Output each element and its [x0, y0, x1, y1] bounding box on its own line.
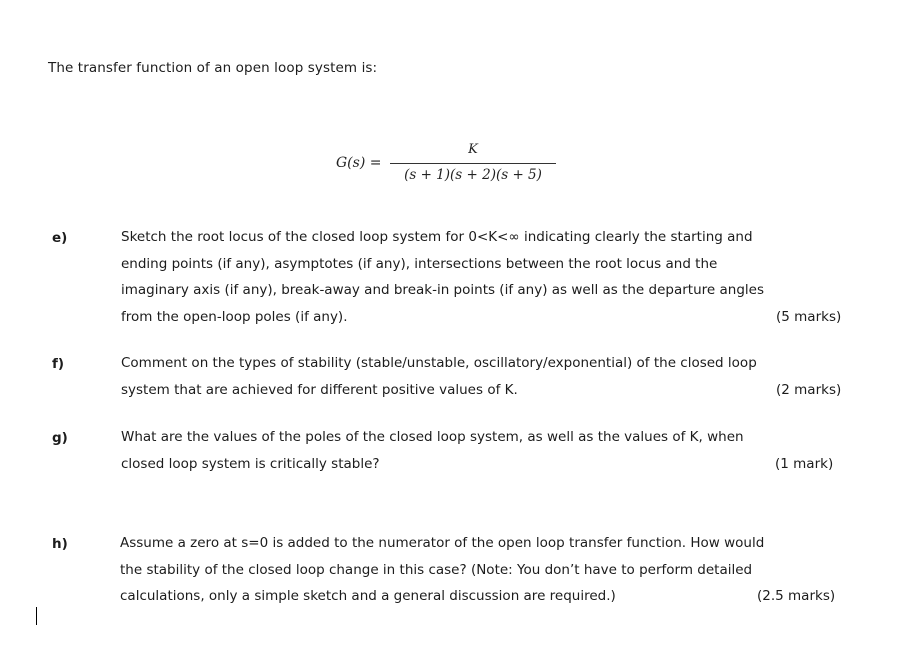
- question-line: ending points (if any), asymptotes (if any), intersections between the root locus and the: [121, 255, 718, 272]
- question-line: calculations, only a simple sketch and a general discussion are required.): [120, 588, 616, 604]
- text-cursor: [36, 607, 37, 625]
- question-line: from the open-loop poles (if any).: [121, 308, 348, 325]
- question-label: g): [52, 430, 68, 446]
- fraction-bar: [390, 163, 556, 164]
- question-text: [121, 224, 861, 330]
- intro-text: The transfer function of an open loop system is:: [48, 60, 378, 76]
- marks-label: (1 mark): [775, 455, 834, 472]
- question-line: What are the values of the poles of the closed loop system, as well as the values of K, when: [121, 429, 744, 445]
- question-line: imaginary axis (if any), break-away and break-in points (if any) as well as the departure angles: [121, 282, 764, 298]
- equation-lhs: G(s) =: [336, 155, 382, 171]
- question-line: system that are achieved for different positive values of K.: [121, 381, 518, 398]
- question-text: [121, 424, 861, 477]
- question-line-last: [121, 377, 861, 404]
- question-line-last: [120, 583, 860, 610]
- question-label: f): [52, 356, 65, 372]
- marks-label: (2 marks): [776, 381, 842, 398]
- question-line: closed loop system is critically stable?: [121, 455, 380, 472]
- question-line: Assume a zero at s=0 is added to the numerator of the open loop transfer function. How would: [120, 535, 765, 551]
- marks-label: (2.5 marks): [757, 588, 836, 604]
- transfer-function-equation: [336, 142, 566, 192]
- question-line: Sketch the root locus of the closed loop system for 0<K<∞ indicating clearly the starting and: [121, 229, 753, 245]
- equation-numerator: K: [468, 142, 478, 157]
- question-line-last: [121, 451, 861, 478]
- question-text: [121, 350, 861, 403]
- question-text: [120, 530, 860, 610]
- question-label: h): [52, 536, 68, 552]
- question-line: the stability of the closed loop change in this case? (Note: You don’t have to perform detailed: [120, 561, 753, 578]
- question-line-last: [121, 304, 861, 331]
- question-label: e): [52, 230, 68, 246]
- marks-label: (5 marks): [776, 308, 842, 325]
- equation-denominator: (s + 1)(s + 2)(s + 5): [404, 167, 542, 183]
- question-line: Comment on the types of stability (stable/unstable, oscillatory/exponential) of the closed loop: [121, 355, 757, 371]
